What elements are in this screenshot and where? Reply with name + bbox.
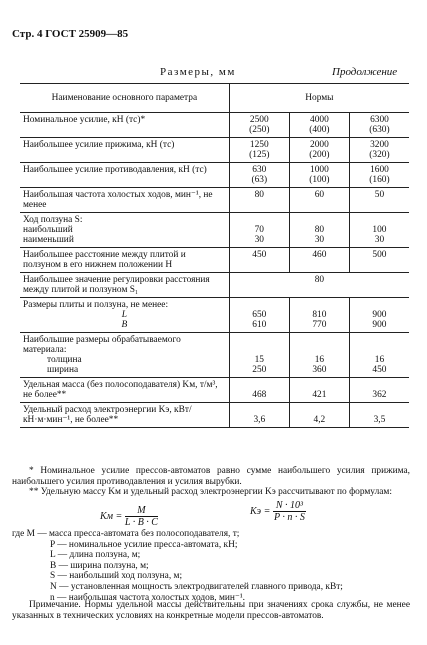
value-cell: 3,6	[229, 403, 289, 428]
table-row	[20, 188, 409, 213]
param-cell	[20, 298, 229, 333]
value: 1600	[370, 165, 389, 175]
value: 15	[254, 355, 264, 365]
value: (160)	[369, 175, 390, 185]
value-cell	[289, 298, 349, 333]
header-param: Наименование основного параметра	[20, 84, 229, 113]
param-sub: толщина	[47, 355, 82, 365]
param-sub: наибольший	[23, 225, 73, 235]
value: 900	[372, 320, 387, 330]
value-cell	[229, 163, 289, 188]
value: 770	[312, 320, 327, 330]
value: 30	[374, 235, 385, 245]
definition-line: где M — масса пресса-автомата без полосоподавателя, т;	[12, 529, 240, 539]
value-cell: 3,5	[349, 403, 409, 428]
param-cell: Наибольшее усилие противодавления, кН (тс)	[20, 163, 229, 188]
footnote-1: * Номинальное усилие прессов-автоматов равно сумме наибольшего усилия прижима, наибольшего усилия противодавления и усилия вырубки.	[12, 466, 410, 487]
value-cell	[349, 213, 409, 248]
variable-definitions	[12, 529, 410, 603]
footnote-2: ** Удельную массу Kм и удельный расход электроэнергии Kэ рассчитывают по формулам:	[29, 487, 392, 498]
definition-text: n — наибольшая частота холостых ходов, мин⁻¹.	[50, 592, 246, 603]
value: 250	[252, 365, 267, 375]
param-sub: B	[121, 320, 128, 330]
value-cell	[289, 333, 349, 378]
value-cell	[289, 163, 349, 188]
param-cell: Удельный расход электроэнергии Kэ, кВт/кН·м·мин⁻¹, не более**	[20, 403, 229, 428]
param-sub: L	[121, 310, 127, 320]
definition-line	[12, 550, 410, 561]
value: (63)	[251, 175, 268, 185]
value-cell: 468	[229, 378, 289, 403]
table-row	[20, 333, 409, 378]
value-cell: 80	[229, 273, 409, 298]
param-sub: наименьший	[23, 235, 74, 245]
value-cell	[349, 333, 409, 378]
value: 1000	[310, 165, 329, 175]
value: 16	[374, 355, 385, 365]
definition-line	[12, 571, 410, 582]
parameters-table	[20, 83, 409, 428]
param-cell: Наибольшее усилие прижима, кН (тс)	[20, 138, 229, 163]
value: 30	[254, 235, 264, 245]
value: 80	[314, 225, 325, 235]
table-row	[20, 113, 409, 138]
value: (200)	[309, 150, 330, 160]
formula-numerator: N · 10³	[273, 500, 306, 512]
value: 610	[252, 320, 267, 330]
definition-line	[12, 561, 410, 572]
value: (125)	[249, 150, 270, 160]
value: (250)	[249, 125, 270, 135]
value-cell	[289, 213, 349, 248]
value-cell	[229, 213, 289, 248]
formula-lhs: Kм =	[100, 510, 123, 522]
value-cell: 460	[289, 248, 349, 273]
value: 450	[372, 365, 387, 375]
value: 650	[252, 310, 267, 320]
param-cell: Наибольшее расстояние между плитой и ползуном в его нижнем положении H	[20, 248, 229, 273]
formula-numerator: M	[125, 505, 158, 517]
param-title: Размеры плиты и ползуна, не менее:	[23, 300, 169, 310]
value: 2000	[310, 140, 329, 150]
table-row	[20, 213, 409, 248]
value: (100)	[309, 175, 330, 185]
table-row	[20, 163, 409, 188]
table-row	[20, 403, 409, 428]
value: 100	[372, 225, 387, 235]
param-cell: Наибольшее значение регулировки расстояния между плитой и ползуном S₁	[20, 273, 229, 298]
table-row	[20, 298, 409, 333]
param-title: Наибольшие размеры обрабатываемого материала:	[23, 335, 181, 355]
formula-denominator: L · B · C	[124, 517, 158, 528]
value: 1250	[249, 140, 269, 150]
footnotes	[12, 466, 410, 498]
table-row	[20, 378, 409, 403]
value-cell: 421	[289, 378, 349, 403]
definition-line	[12, 582, 410, 593]
value: (400)	[309, 125, 330, 135]
value: (320)	[369, 150, 390, 160]
formula-lhs: Kэ =	[250, 505, 271, 517]
value-cell	[289, 113, 349, 138]
definition-line	[12, 540, 410, 551]
value-cell: 50	[349, 188, 409, 213]
param-cell: Наибольшая частота холостых ходов, мин⁻¹, не менее	[20, 188, 229, 213]
value-cell: 450	[229, 248, 289, 273]
value-cell: 4,2	[289, 403, 349, 428]
formula-fraction	[273, 500, 306, 523]
table-row	[20, 273, 409, 298]
value-cell	[289, 138, 349, 163]
value-cell	[349, 163, 409, 188]
value-cell: 80	[229, 188, 289, 213]
value: 4000	[310, 115, 329, 125]
formula-ke	[250, 500, 306, 523]
value: 6300	[370, 115, 389, 125]
value: 810	[312, 310, 327, 320]
value: (630)	[369, 125, 390, 135]
value-cell	[349, 113, 409, 138]
table-header-row	[20, 84, 409, 113]
value-cell	[229, 333, 289, 378]
header-norms: Нормы	[229, 84, 409, 113]
value: 70	[254, 225, 264, 235]
param-sub: ширина	[47, 365, 79, 375]
value-cell	[229, 113, 289, 138]
param-title: Ход ползуна S:	[23, 215, 83, 225]
definition-text: L — длина ползуна, м;	[50, 550, 141, 561]
table-row	[20, 138, 409, 163]
value-cell	[349, 138, 409, 163]
value: 3200	[370, 140, 389, 150]
definition-text: N — установленная мощность электродвигателей главного привода, кВт;	[50, 581, 343, 592]
param-cell	[20, 333, 229, 378]
param-cell: Удельная масса (без полосоподавателя) Kм, т/м³, не более**	[20, 378, 229, 403]
value-cell	[349, 298, 409, 333]
definition-text: P — номинальное усилие пресса-автомата, кН;	[50, 539, 238, 550]
param-cell: Номинальное усилие, кН (тс)*	[20, 113, 229, 138]
page-header: Стр. 4 ГОСТ 25909—85	[12, 28, 129, 40]
value: 16	[314, 355, 325, 365]
formula-fraction	[125, 505, 158, 528]
definition-text: B — ширина ползуна, м;	[50, 560, 149, 571]
value-cell: 362	[349, 378, 409, 403]
formula-km	[100, 505, 158, 528]
value: 900	[372, 310, 387, 320]
param-cell	[20, 213, 229, 248]
formula-denominator: P · n · S	[273, 512, 305, 523]
value-cell: 60	[289, 188, 349, 213]
value: 2500	[249, 115, 269, 125]
table-row	[20, 248, 409, 273]
final-note: Примечание. Нормы удельной массы действительны при значениях срока службы, не менее указанных в технических условиях на конкретные модели прессов-автоматов.	[12, 600, 410, 621]
value-cell	[229, 138, 289, 163]
value: 630	[252, 165, 267, 175]
continuation-label: Продолжение	[332, 66, 398, 78]
definition-text: S — наибольший ход ползуна, м;	[50, 571, 183, 582]
value: 360	[312, 365, 327, 375]
value: 30	[314, 235, 325, 245]
table-caption: Размеры, мм	[160, 66, 236, 78]
value-cell: 500	[349, 248, 409, 273]
value-cell	[229, 298, 289, 333]
